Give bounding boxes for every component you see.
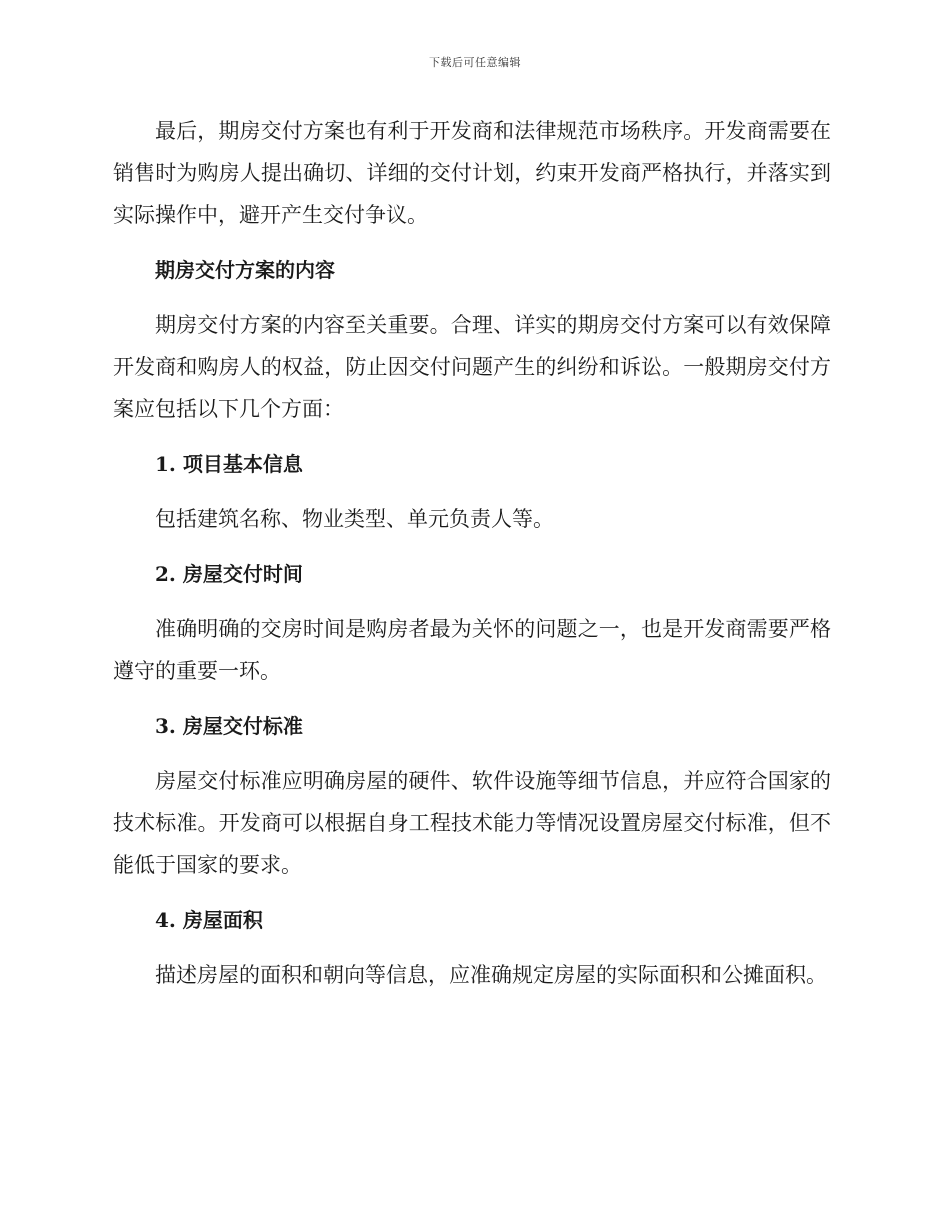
- paragraph-house-area: 描述房屋的面积和朝向等信息，应准确规定房屋的实际面积和公摊面积。: [155, 963, 827, 987]
- paragraph-content-intro: 期房交付方案的内容至关重要。合理、详实的期房交付方案可以有效保障开发商和购房人的权益，防止因交付问题产生的纠纷和诉讼。一般期房交付方案应包括以下几个方面：: [113, 313, 831, 421]
- page-header: 下载后可任意编辑: [429, 56, 521, 69]
- subheading-delivery-standard: 3. 房屋交付标准: [155, 714, 303, 738]
- subheading-delivery-time: 2. 房屋交付时间: [155, 562, 303, 586]
- subheading-house-area: 4. 房屋面积: [155, 908, 263, 932]
- section-heading-content: 期房交付方案的内容: [155, 258, 335, 282]
- document-body: [113, 110, 831, 1009]
- paragraph-closing-benefit: 最后，期房交付方案也有利于开发商和法律规范市场秩序。开发商需要在销售时为购房人提出确切、详细的交付计划，约束开发商严格执行，并落实到实际操作中，避开产生交付争议。: [113, 119, 831, 227]
- paragraph-project-info: 包括建筑名称、物业类型、单元负责人等。: [155, 507, 554, 531]
- paragraph-delivery-standard: 房屋交付标准应明确房屋的硬件、软件设施等细节信息，并应符合国家的技术标准。开发商可以根据自身工程技术能力等情况设置房屋交付标准，但不能低于国家的要求。: [113, 769, 831, 877]
- paragraph-delivery-time: 准确明确的交房时间是购房者最为关怀的问题之一，也是开发商需要严格遵守的重要一环。: [113, 617, 831, 683]
- subheading-project-info: 1. 项目基本信息: [155, 452, 303, 476]
